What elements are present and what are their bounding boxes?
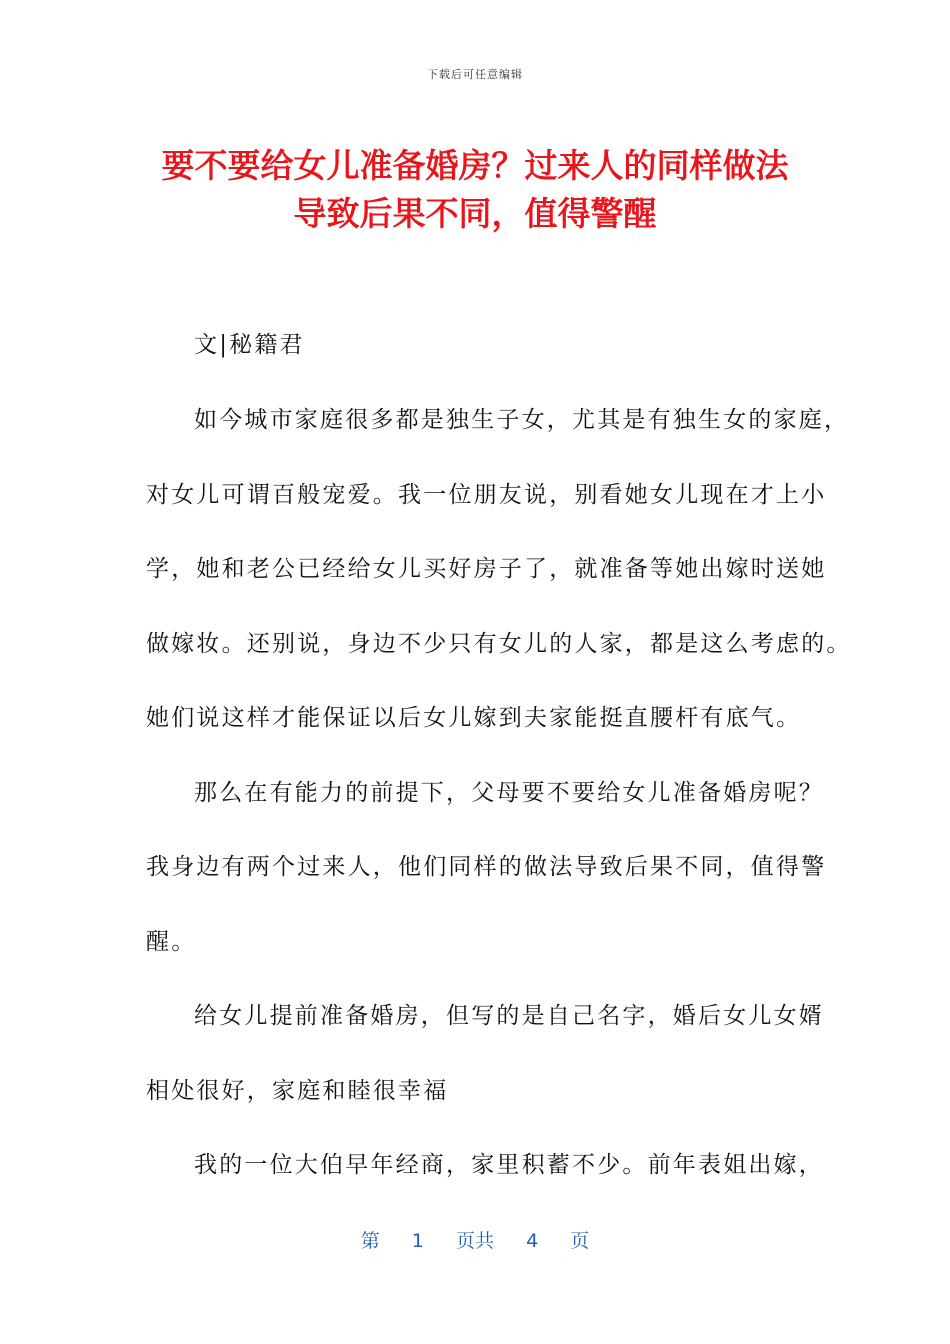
document-title bbox=[100, 142, 850, 238]
paragraph-line: 学，她和老公已经给女儿买好房子了，就准备等她出嫁时送她 bbox=[146, 556, 827, 582]
footer-page-number: 1 bbox=[411, 1230, 424, 1252]
title-line-2: 导致后果不同，值得警醒 bbox=[293, 194, 657, 233]
paragraph-line: 给女儿提前准备婚房，但写的是自己名字，婚后女儿女婿 bbox=[194, 1003, 824, 1029]
paragraph-line: 做嫁妆。还别说，身边不少只有女儿的人家，都是这么考虑的。 bbox=[146, 631, 852, 657]
paragraph-line: 对女儿可谓百般宠爱。我一位朋友说，别看她女儿现在才上小 bbox=[146, 482, 827, 508]
header-note: 下载后可任意编辑 bbox=[427, 68, 523, 81]
paragraph-line: 醒。 bbox=[146, 929, 197, 955]
footer-suffix: 页 bbox=[570, 1230, 590, 1252]
footer-middle: 页共 bbox=[455, 1230, 494, 1252]
paragraph-line: 我的一位大伯早年经商，家里积蓄不少。前年表姐出嫁， bbox=[194, 1152, 824, 1178]
paragraph-line: 如今城市家庭很多都是独生子女，尤其是有独生女的家庭， bbox=[194, 407, 850, 433]
byline: 文|秘籍君 bbox=[194, 332, 305, 358]
paragraph-line: 我身边有两个过来人，他们同样的做法导致后果不同，值得警 bbox=[146, 854, 827, 880]
paragraph-line: 那么在有能力的前提下，父母要不要给女儿准备婚房呢？ bbox=[194, 780, 824, 806]
paragraph-line: 她们说这样才能保证以后女儿嫁到夫家能挺直腰杆有底气。 bbox=[146, 705, 802, 731]
title-line-1: 要不要给女儿准备婚房？过来人的同样做法 bbox=[161, 146, 789, 185]
page-footer bbox=[0, 1226, 950, 1253]
footer-page-total: 4 bbox=[526, 1230, 539, 1252]
footer-prefix: 第 bbox=[360, 1230, 380, 1252]
paragraph-line: 相处很好，家庭和睦很幸福 bbox=[146, 1078, 449, 1104]
